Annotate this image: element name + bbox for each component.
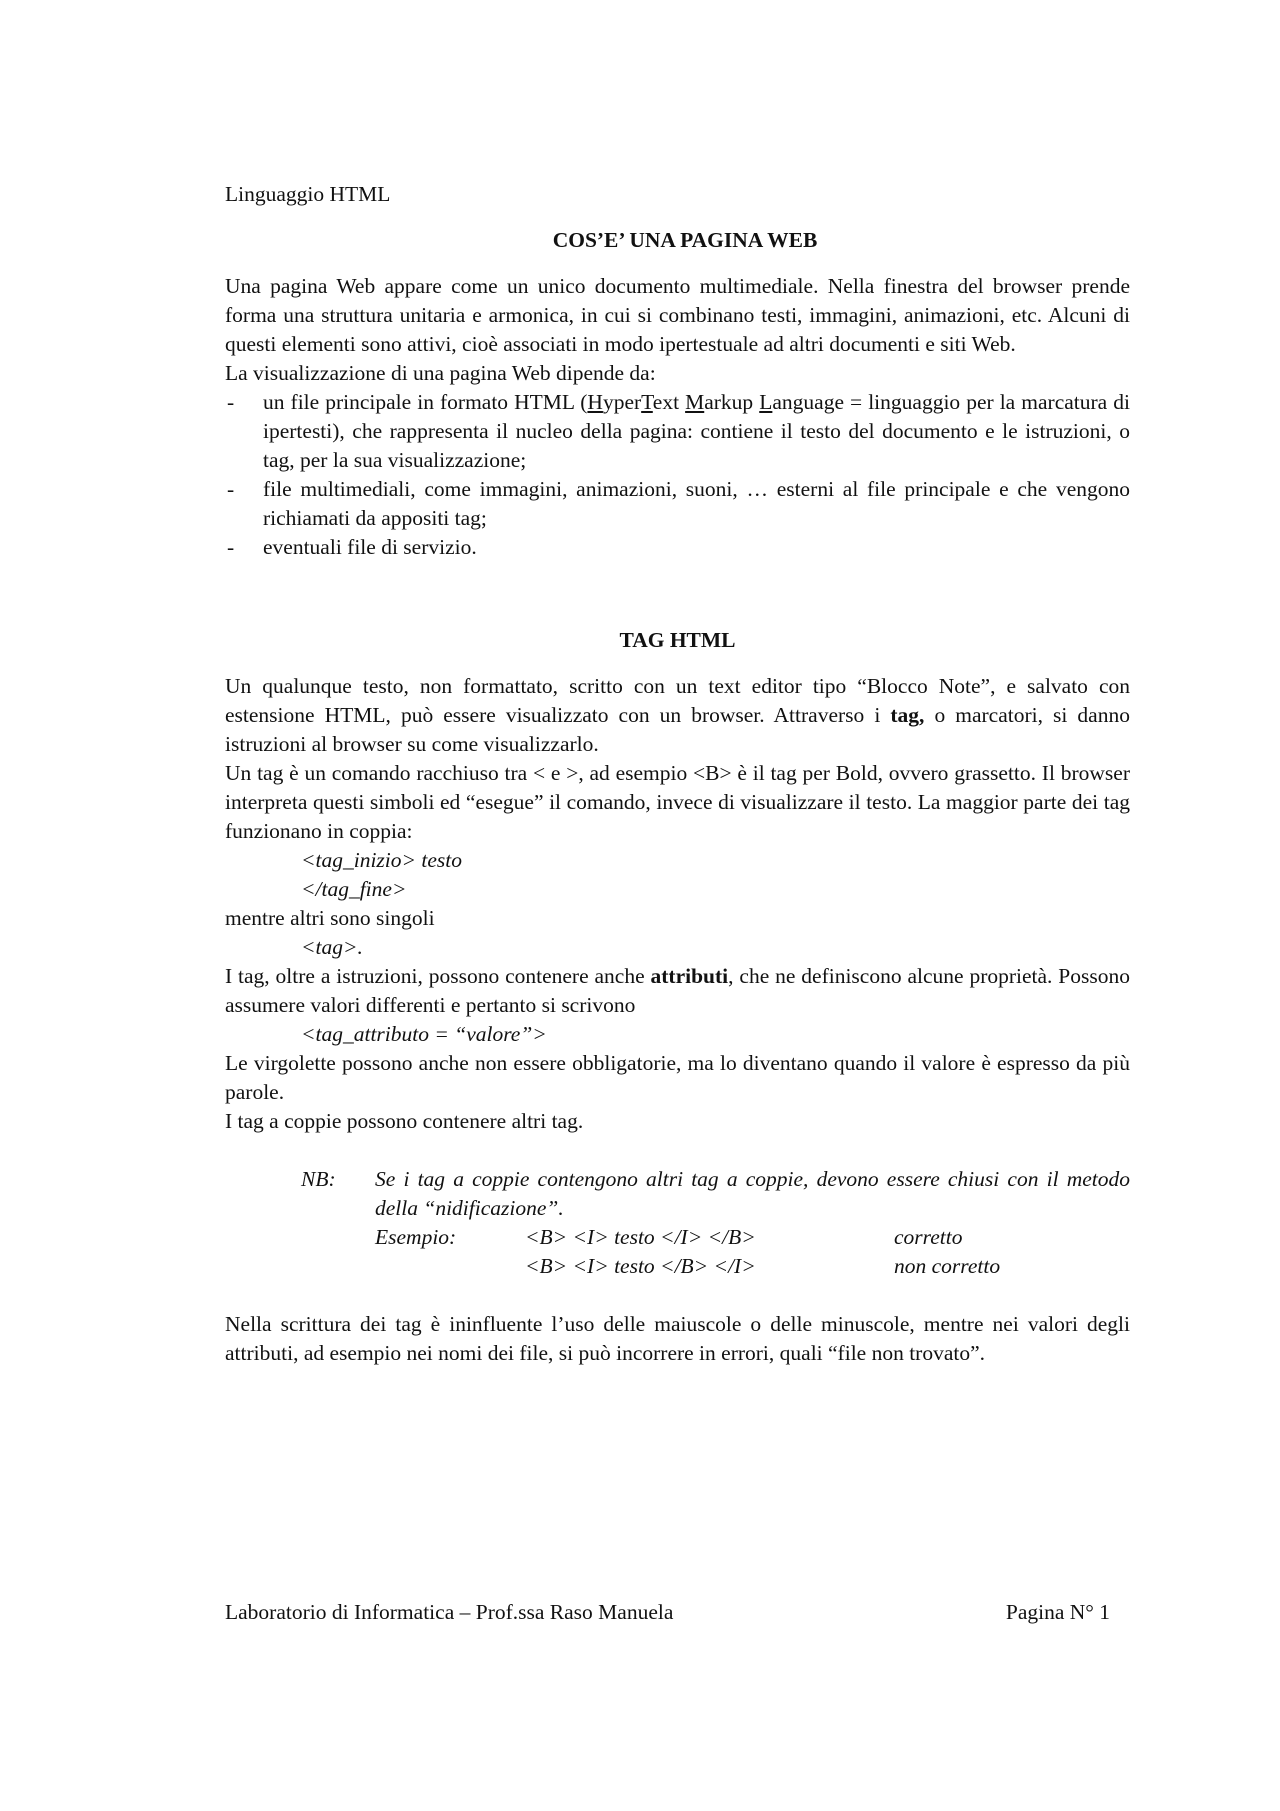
document-body bbox=[225, 180, 1130, 1368]
example-verdict: corretto bbox=[894, 1225, 963, 1249]
bullet-text: yper bbox=[602, 390, 642, 414]
code-example-open-tag: <tag_inizio> testo bbox=[301, 848, 463, 872]
list-item bbox=[225, 533, 1130, 562]
example-label: Esempio: bbox=[375, 1225, 457, 1249]
list-item bbox=[225, 475, 1130, 533]
example-label-spacer bbox=[375, 1252, 525, 1281]
intro-paragraph: Una pagina Web appare come un unico documento multimediale. Nella finestra del browser prende forma una struttura unitaria e armonica, in cui si combinano testi, immagini, animazioni, etc. Alcuni di questi elementi sono attivi, cioè associati in modo ipertestuale ad altri documenti e siti Web. bbox=[225, 274, 1130, 356]
example-code: <B> <I> testo </B> </I> bbox=[525, 1254, 756, 1278]
page-number: Pagina N° 1 bbox=[1005, 1600, 1110, 1624]
list-item bbox=[225, 388, 1130, 475]
nota-bene-block bbox=[301, 1165, 1130, 1223]
bold-term: tag, bbox=[890, 703, 925, 727]
code-example-close-tag: </tag_fine> bbox=[301, 877, 407, 901]
single-tags-paragraph: mentre altri sono singoli bbox=[225, 906, 435, 930]
dependencies-intro: La visualizzazione di una pagina Web dipende da: bbox=[225, 361, 656, 385]
running-header: Linguaggio HTML bbox=[225, 182, 391, 206]
underlined-letter: L bbox=[759, 390, 773, 414]
bold-term: attributi bbox=[650, 964, 729, 988]
code-example-single-tag: <tag>. bbox=[301, 935, 363, 959]
quotes-paragraph: Le virgolette possono anche non essere obbligatorie, ma lo diventano quando il valore è espresso da più parole. bbox=[225, 1051, 1130, 1104]
example-code: <B> <I> testo </I> </B> bbox=[525, 1225, 756, 1249]
underlined-letter: T bbox=[641, 390, 653, 414]
code-example-attribute: <tag_attributo = “valore”> bbox=[301, 1022, 547, 1046]
attributes-paragraph bbox=[225, 962, 1130, 1020]
case-sensitivity-paragraph: Nella scrittura dei tag è ininfluente l’uso delle maiuscole o delle minuscole, mentre nei valori degli attributi, ad esempio nei nomi dei file, si può incorrere in errori, quali “file non trovato”. bbox=[225, 1312, 1130, 1365]
footer-author: Laboratorio di Informatica – Prof.ssa Raso Manuela bbox=[225, 1600, 674, 1624]
bullet-text: ext bbox=[652, 390, 686, 414]
bullet-text: eventuali file di servizio. bbox=[263, 535, 477, 559]
underlined-letter: M bbox=[685, 390, 705, 414]
paragraph-text: , che ne definiscono alcune proprietà. Possono assumere valori differenti e pertanto si scrivono bbox=[225, 964, 1130, 1017]
bullet-text: anguage = linguaggio per la marcatura di ipertesti), che rappresenta il nucleo della pagina: contiene il testo del documento e le istruzioni, o tag, per la sua visualizzazione; bbox=[263, 390, 1130, 472]
section-title-tag-html: TAG HTML bbox=[619, 628, 736, 652]
dependencies-list bbox=[225, 388, 1130, 562]
paragraph-text: o marcatori, si danno istruzioni al browser su come visualizzarlo. bbox=[225, 703, 1130, 756]
list-dash: - bbox=[227, 535, 235, 559]
list-dash: - bbox=[227, 390, 235, 414]
paragraph-text: I tag, oltre a istruzioni, possono contenere anche bbox=[225, 964, 651, 988]
tag-definition-paragraph: Un tag è un comando racchiuso tra < e >, ad esempio <B> è il tag per Bold, ovvero grassetto. Il browser interpreta questi simboli ed “esegue” il comando, invece di visualizzare il testo. La maggior parte dei tag funzionano in coppia: bbox=[225, 761, 1130, 843]
example-row bbox=[375, 1223, 1130, 1252]
bullet-text: arkup bbox=[704, 390, 760, 414]
list-dash: - bbox=[227, 477, 235, 501]
underlined-letter: H bbox=[587, 390, 603, 414]
nb-label: NB: bbox=[301, 1167, 336, 1191]
example-row bbox=[375, 1252, 1130, 1281]
tag-intro-paragraph bbox=[225, 672, 1130, 759]
paragraph-text: Un qualunque testo, non formattato, scritto con un text editor tipo “Blocco Note”, e salvato con estensione HTML, può essere visualizzato con un browser. Attraverso i bbox=[225, 674, 1130, 727]
nb-text: Se i tag a coppie contengono altri tag a coppie, devono essere chiusi con il metodo della “nidificazione”. bbox=[375, 1167, 1130, 1220]
bullet-text: un file principale in formato HTML ( bbox=[263, 390, 588, 414]
nesting-paragraph: I tag a coppie possono contenere altri tag. bbox=[225, 1109, 584, 1133]
example-verdict: non corretto bbox=[894, 1254, 1001, 1278]
section-title-web-page: COS’E’ UNA PAGINA WEB bbox=[552, 228, 818, 252]
bullet-text: file multimediali, come immagini, animazioni, suoni, … esterni al file principale e che vengono richiamati da appositi tag; bbox=[263, 477, 1130, 530]
